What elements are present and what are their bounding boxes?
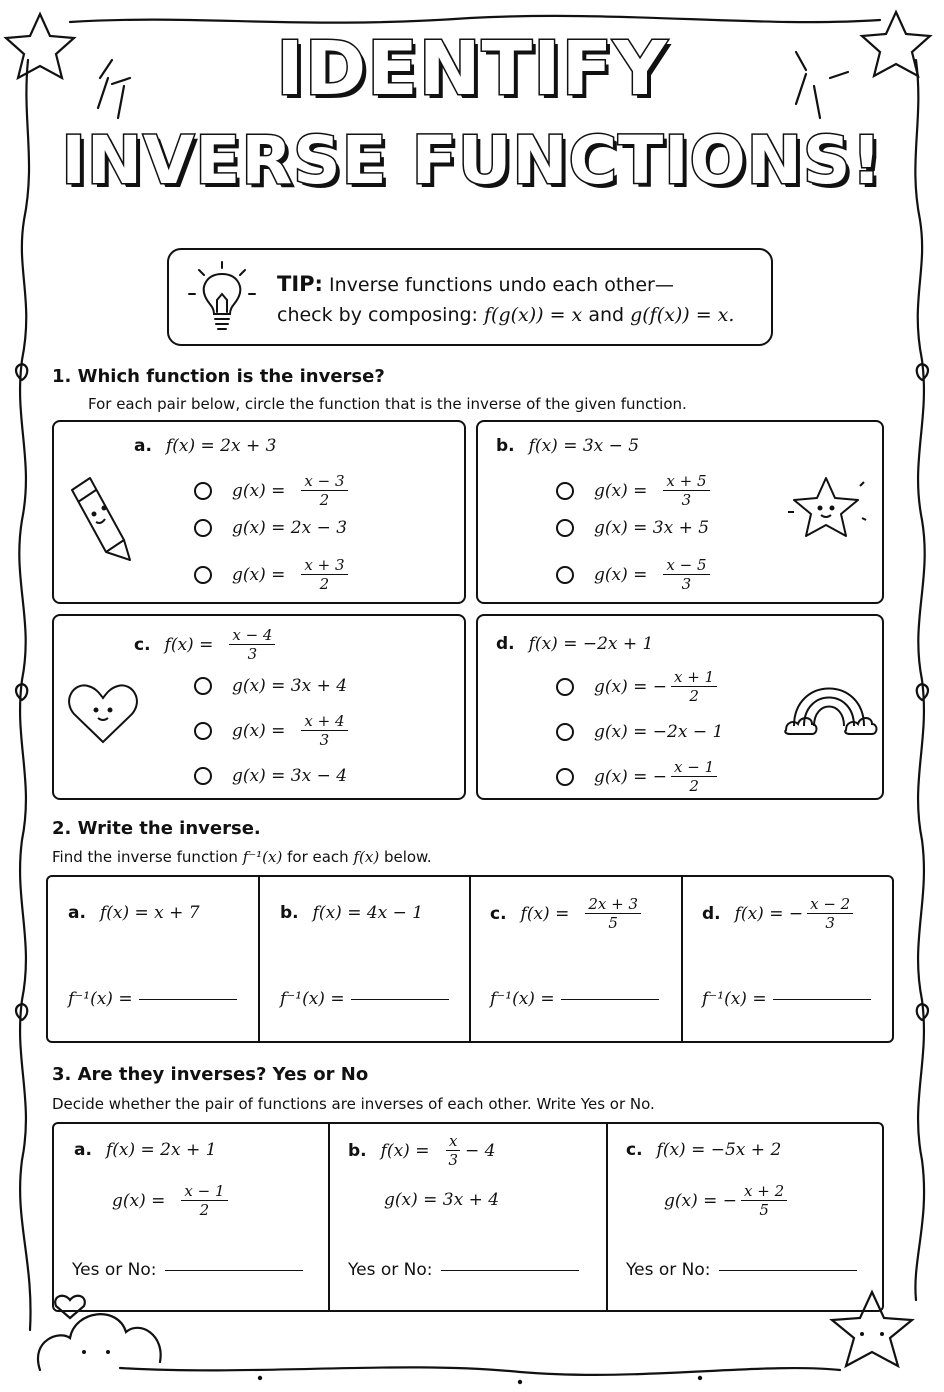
option-lhs: g(x) = [232, 564, 286, 585]
section-1-title: 1. Which function is the inverse? [52, 366, 385, 387]
cloud-icon [38, 1314, 161, 1370]
answer-2c[interactable] [490, 989, 659, 1009]
denominator: 2 [319, 575, 330, 593]
fraction [807, 895, 853, 932]
option-1a-2[interactable] [194, 518, 347, 538]
tip-line-2 [277, 304, 734, 326]
problem-label: b. [496, 436, 515, 456]
option-lhs: g(x) = − [594, 766, 668, 787]
option-lhs: g(x) = [232, 720, 286, 741]
answer-2b[interactable] [280, 989, 449, 1009]
problem-label: a. [74, 1140, 92, 1160]
problem-1b-box [476, 420, 884, 604]
answer-2d[interactable] [702, 989, 871, 1009]
radio-circle[interactable] [556, 519, 574, 537]
option-text: g(x) = 3x − 4 [232, 766, 348, 786]
function-f: f(x) = 2x + 1 [105, 1140, 217, 1160]
option-1d-2[interactable] [556, 722, 723, 742]
radio-circle[interactable] [194, 767, 212, 785]
page-title-line-1: IDENTIFY [276, 26, 668, 112]
section-2-title: 2. Write the inverse. [52, 818, 261, 839]
function-f-tail: − 4 [464, 1140, 496, 1161]
answer-blank[interactable] [351, 998, 449, 1000]
denominator: 3 [825, 914, 835, 932]
radio-circle[interactable] [194, 519, 212, 537]
numerator: x − 1 [671, 758, 717, 777]
tip-label: TIP: [277, 272, 323, 296]
answer-3b[interactable] [348, 1260, 579, 1280]
problem-label: a. [134, 436, 152, 456]
answer-blank[interactable] [165, 1269, 303, 1271]
option-1d-3[interactable] [556, 758, 721, 795]
given-function: f(x) = 2x + 3 [165, 436, 277, 456]
section-2-table [46, 875, 894, 1043]
answer-label: f⁻¹(x) = [490, 989, 555, 1009]
answer-2a[interactable] [68, 989, 237, 1009]
option-1a-3[interactable] [194, 556, 352, 593]
column-divider [328, 1124, 330, 1310]
pencil-icon [64, 470, 134, 566]
rainbow-icon [784, 666, 874, 742]
lightbulb-icon [187, 260, 257, 334]
radio-circle[interactable] [194, 482, 212, 500]
tip-formula-1: f(g(x)) = x [484, 304, 583, 326]
radio-circle[interactable] [194, 677, 212, 695]
option-text: g(x) = −2x − 1 [594, 722, 724, 742]
answer-label: Yes or No: [72, 1260, 157, 1280]
star-face-icon [786, 472, 866, 544]
denominator: 3 [247, 645, 258, 663]
radio-circle[interactable] [194, 722, 212, 740]
option-1b-2[interactable] [556, 518, 709, 538]
fraction [741, 1182, 787, 1219]
denominator: 2 [689, 687, 699, 705]
denominator: 5 [759, 1201, 769, 1219]
subtitle-text: for each [282, 848, 354, 866]
fraction [301, 712, 347, 749]
section-3-subtitle: Decide whether the pair of functions are inverses of each other. Write Yes or No. [52, 1095, 655, 1113]
fraction [445, 1132, 461, 1169]
given-lhs: f(x) = − [734, 903, 804, 924]
answer-blank[interactable] [561, 998, 659, 1000]
option-lhs: g(x) = [594, 564, 648, 585]
radio-circle[interactable] [556, 678, 574, 696]
numerator: x − 3 [301, 472, 347, 491]
fraction [301, 472, 347, 509]
numerator: x + 4 [301, 712, 347, 731]
numerator: x + 3 [301, 556, 347, 575]
tip-box [167, 248, 773, 346]
denominator: 3 [448, 1151, 458, 1169]
section-3-title: 3. Are they inverses? Yes or No [52, 1064, 369, 1085]
option-1c-1[interactable] [194, 676, 347, 696]
option-1c-3[interactable] [194, 766, 347, 786]
function-f: f(x) = −5x + 2 [656, 1140, 782, 1160]
denominator: 3 [319, 731, 330, 749]
heart-face-icon [66, 680, 140, 746]
section-2-subtitle [52, 848, 432, 866]
option-text: g(x) = 3x + 5 [594, 518, 710, 538]
answer-blank[interactable] [719, 1269, 857, 1271]
numerator: x − 1 [181, 1182, 227, 1201]
option-1d-1[interactable] [556, 668, 721, 705]
numerator: x − 5 [663, 556, 709, 575]
answer-blank[interactable] [139, 998, 237, 1000]
given-function: f(x) = 4x − 1 [312, 903, 424, 923]
numerator: x − 2 [807, 895, 853, 914]
problem-3a-f [74, 1140, 216, 1160]
radio-circle[interactable] [556, 723, 574, 741]
fraction [671, 668, 717, 705]
denominator: 2 [319, 491, 330, 509]
problem-1c-given [134, 626, 279, 663]
column-divider [606, 1124, 608, 1310]
option-1c-2[interactable] [194, 712, 352, 749]
problem-label: d. [702, 903, 721, 924]
option-text: g(x) = 2x − 3 [232, 518, 348, 538]
subtitle-text: below. [379, 848, 432, 866]
problem-2a-given [68, 903, 200, 923]
problem-label: c. [626, 1140, 643, 1160]
problem-3c-g [664, 1182, 791, 1219]
option-1b-3[interactable] [556, 556, 714, 593]
column-divider [258, 877, 260, 1041]
answer-3a[interactable] [72, 1260, 303, 1280]
numerator: x + 5 [663, 472, 709, 491]
function-notation: f(x) [353, 848, 380, 866]
problem-3b-g [384, 1190, 499, 1210]
tip-and: and [582, 304, 631, 326]
problem-3a-g [112, 1182, 232, 1219]
problem-2c-given [490, 895, 645, 932]
answer-label: f⁻¹(x) = [280, 989, 345, 1009]
given-lhs: f(x) = [164, 634, 214, 655]
option-1a-1[interactable] [194, 472, 352, 509]
problem-1a-box [52, 420, 466, 604]
problem-label: c. [490, 903, 507, 924]
section-3-table [52, 1122, 884, 1312]
numerator: x − 4 [229, 626, 275, 645]
option-lhs: g(x) = [232, 480, 286, 501]
problem-1d-given [496, 634, 653, 654]
function-g: g(x) = 3x + 4 [384, 1190, 500, 1210]
denominator: 3 [681, 491, 692, 509]
option-lhs: g(x) = [594, 480, 648, 501]
problem-1d-box [476, 614, 884, 800]
fraction [663, 472, 709, 509]
tip-formula-2: g(f(x)) = x. [630, 304, 735, 326]
problem-label: a. [68, 903, 86, 923]
given-function: f(x) = 3x − 5 [528, 436, 640, 456]
fraction [671, 758, 717, 795]
problem-2b-given [280, 903, 423, 923]
problem-label: d. [496, 634, 515, 654]
problem-2d-given [702, 895, 857, 932]
answer-label: Yes or No: [626, 1260, 711, 1280]
tip-line-1 [277, 272, 674, 296]
subtitle-text: Find the inverse function [52, 848, 243, 866]
answer-blank[interactable] [773, 998, 871, 1000]
problem-1c-box [52, 614, 466, 800]
problem-label: b. [280, 903, 299, 923]
answer-label: f⁻¹(x) = [702, 989, 767, 1009]
denominator: 2 [199, 1201, 210, 1219]
tip-text-1: Inverse functions undo each other— [328, 274, 674, 296]
fraction [585, 895, 641, 932]
tip-text-2: check by composing: [277, 304, 484, 326]
given-function: f(x) = x + 7 [99, 903, 200, 923]
problem-1b-given [496, 436, 639, 456]
numerator: x [446, 1132, 460, 1151]
fraction [663, 556, 709, 593]
numerator: x + 2 [741, 1182, 787, 1201]
function-f-lhs: f(x) = [380, 1140, 430, 1161]
fraction [229, 626, 275, 663]
answer-3c[interactable] [626, 1260, 857, 1280]
numerator: 2x + 3 [585, 895, 641, 914]
given-function: f(x) = −2x + 1 [528, 634, 654, 654]
option-1b-1[interactable] [556, 472, 714, 509]
fraction [301, 556, 347, 593]
denominator: 5 [608, 914, 618, 932]
problem-3c-f [626, 1140, 781, 1160]
numerator: x + 1 [671, 668, 717, 687]
function-g-lhs: g(x) = − [664, 1190, 738, 1211]
column-divider [681, 877, 683, 1041]
denominator: 2 [689, 777, 699, 795]
inverse-notation: f⁻¹(x) [242, 848, 283, 866]
radio-circle[interactable] [556, 768, 574, 786]
answer-label: Yes or No: [348, 1260, 433, 1280]
page-title-line-2: INVERSE FUNCTIONS! [61, 122, 883, 199]
problem-3b-f [348, 1132, 495, 1169]
function-g-lhs: g(x) = [112, 1190, 166, 1211]
given-lhs: f(x) = [520, 903, 570, 924]
answer-blank[interactable] [441, 1269, 579, 1271]
option-lhs: g(x) = − [594, 676, 668, 697]
fraction [181, 1182, 227, 1219]
radio-circle[interactable] [556, 566, 574, 584]
problem-1a-given [134, 436, 276, 456]
column-divider [469, 877, 471, 1041]
section-1-subtitle: For each pair below, circle the function that is the inverse of the given function. [88, 395, 687, 413]
option-text: g(x) = 3x + 4 [232, 676, 348, 696]
answer-label: f⁻¹(x) = [68, 989, 133, 1009]
problem-label: c. [134, 634, 151, 655]
radio-circle[interactable] [556, 482, 574, 500]
radio-circle[interactable] [194, 566, 212, 584]
denominator: 3 [681, 575, 692, 593]
problem-label: b. [348, 1140, 367, 1161]
